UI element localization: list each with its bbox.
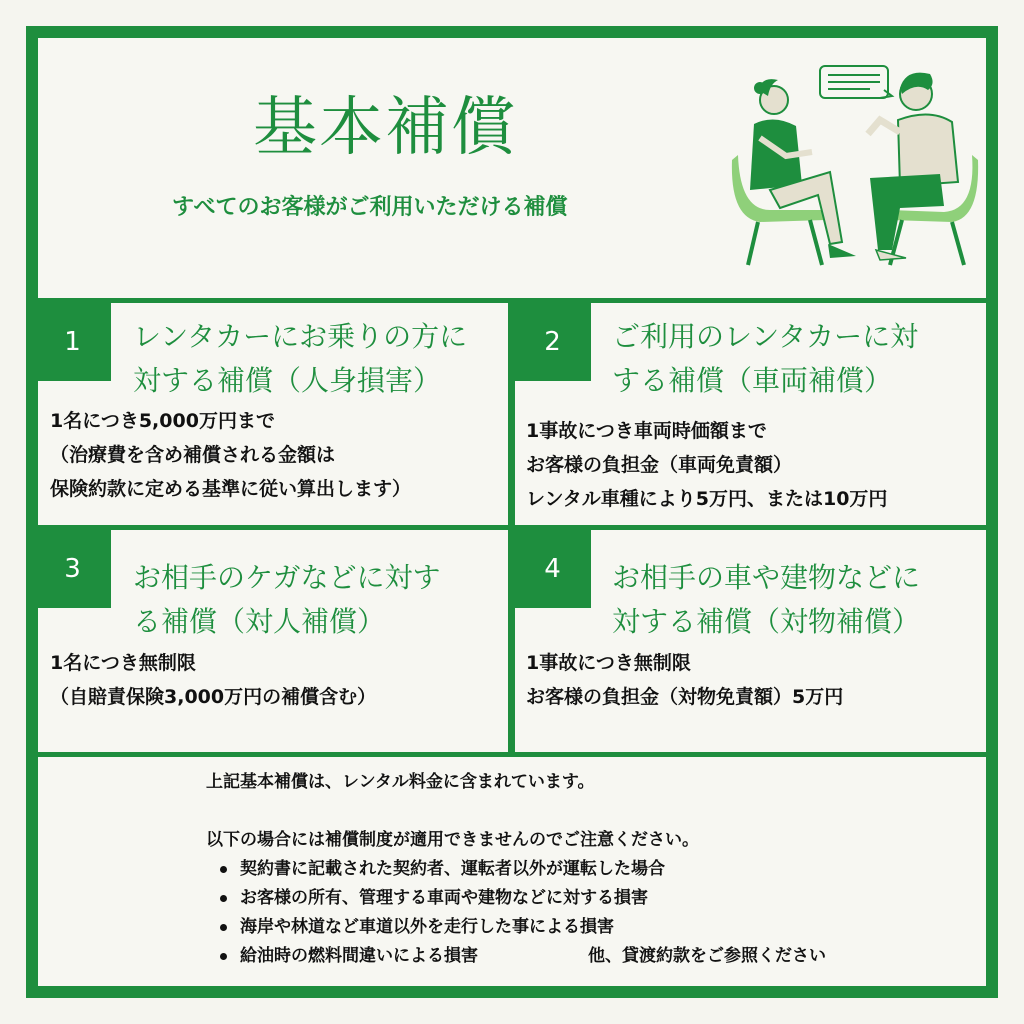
exclusion-item: 海岸や林道など車道以外を走行した事による損害 — [216, 913, 826, 942]
section-1-heading — [133, 315, 467, 403]
section-3-heading — [133, 556, 440, 644]
exclusion-list — [216, 855, 826, 971]
section-4-heading-line2: 対する補償（対物補償） — [612, 605, 921, 638]
section-2-line: レンタル車種により5万円、または10万円 — [526, 488, 888, 510]
section-1-line: 保険約款に定める基準に従い算出します） — [50, 478, 412, 500]
section-1-line: （治療費を含め補償される金額は — [50, 444, 336, 466]
section-4-line: お客様の負担金（対物免責額）5万円 — [526, 686, 844, 708]
section-1-body — [50, 404, 411, 506]
section-3-line: 1名につき無制限 — [50, 652, 196, 674]
section-1-heading-line1: レンタカーにお乗りの方に — [133, 320, 468, 353]
section-2-heading-line1: ご利用のレンタカーに対 — [612, 320, 919, 353]
section-4-heading-line1: お相手の車や建物などに — [612, 561, 921, 594]
exclusion-item-last — [216, 942, 826, 971]
section-2-body — [526, 414, 887, 516]
exclusion-item: 契約書に記載された契約者、運転者以外が運転した場合 — [216, 855, 826, 884]
section-3-number: 3 — [34, 530, 111, 608]
section-4-body — [526, 646, 843, 714]
exclusion-item-text: 給油時の燃料間違いによる損害 — [240, 946, 478, 966]
section-4-line: 1事故につき無制限 — [526, 652, 691, 674]
section-1-number: 1 — [34, 303, 111, 381]
footer-notes — [206, 768, 826, 971]
section-3-heading-line1: お相手のケガなどに対す — [133, 561, 441, 594]
section-2-line: 1事故につき車両時価額まで — [526, 420, 767, 442]
see-terms-note: 他、貸渡約款をご参照ください — [588, 946, 826, 966]
footer-line-warning: 以下の場合には補償制度が適用できませんのでご注意ください。 — [206, 830, 699, 850]
page-subtitle: すべてのお客様がご利用いただける補償 — [172, 195, 568, 220]
section-3-body — [50, 646, 376, 714]
section-3-heading-line2: る補償（対人補償） — [133, 605, 386, 638]
section-4-heading — [612, 556, 920, 644]
exclusion-item: お客様の所有、管理する車両や建物などに対する損害 — [216, 884, 826, 913]
section-2-line: お客様の負担金（車両免責額） — [526, 454, 793, 476]
page-title: 基本補償 — [253, 91, 517, 165]
section-4-number: 4 — [514, 530, 591, 608]
section-2-heading-line2: する補償（車両補償） — [612, 364, 893, 397]
section-2-heading — [612, 315, 918, 403]
section-1-line: 1名につき5,000万円まで — [50, 410, 275, 432]
section-1-heading-line2: 対する補償（人身損害） — [133, 364, 442, 397]
conversation-illustration — [730, 60, 980, 270]
section-3-line: （自賠責保険3,000万円の補償含む） — [50, 686, 377, 708]
footer-line-included: 上記基本補償は、レンタル料金に含まれています。 — [206, 772, 595, 792]
section-2-number: 2 — [514, 303, 591, 381]
